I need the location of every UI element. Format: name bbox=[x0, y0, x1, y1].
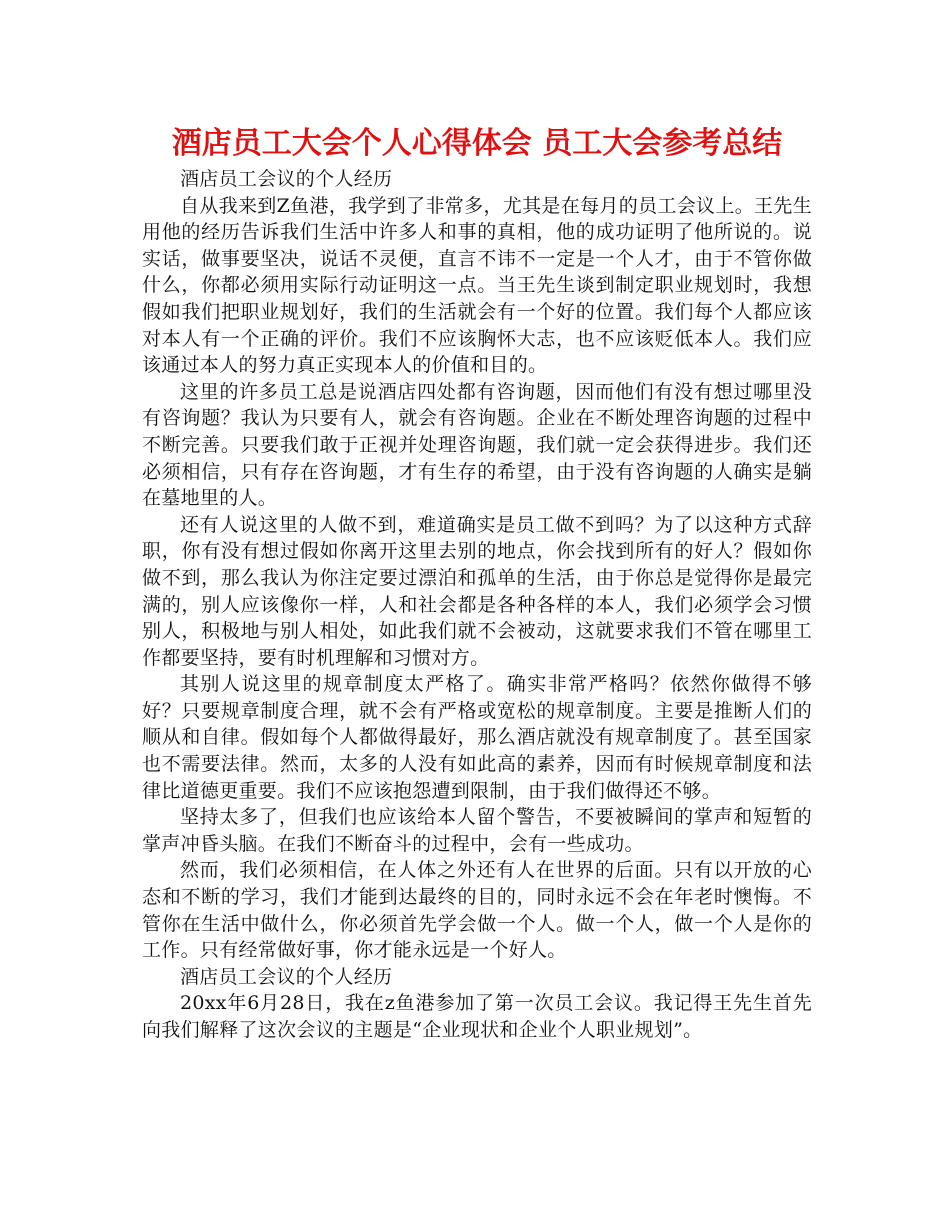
paragraph: 这里的许多员工总是说酒店四处都有咨询题，因而他们有没有想过哪里没有咨询题？我认为只要有人，就会有咨询题。企业在不断处理咨询题的过程中不断完善。只要我们敢于正视并处理咨询题，我们就一定会获得进步。我们还必须相信，只有存在咨询题，才有生存的希望，由于没有咨询题的人确实是躺在墓地里的人。 bbox=[142, 380, 812, 510]
document-page bbox=[142, 122, 812, 1044]
section-heading: 酒店员工会议的个人经历 bbox=[180, 168, 393, 190]
paragraph: 其别人说这里的规章制度太严格了。确实非常严格吗？依然你做得不够好？只要规章制度合理，就不会有严格或宽松的规章制度。主要是推断人们的顺从和自律。假如每个人都做得最好，那么酒店就没有规章制度了。甚至国家也不需要法律。然而，太多的人没有如此高的素养，因而有时候规章制度和法律比道德更重要。我们不应该抱怨遭到限制，由于我们做得还不够。 bbox=[142, 673, 812, 802]
paragraph: 自从我来到Z鱼港，我学到了非常多，尤其是在每月的员工会议上。王先生用他的经历告诉我们生活中许多人和事的真相，他的成功证明了他所说的。说实话，做事要坚决，说话不灵便，直言不讳不一定是一个人才，由于不管你做什么，你都必须用实际行动证明这一点。当王先生谈到制定职业规划时，我想假如我们把职业规划好，我们的生活就会有一个好的位置。我们每个人都应该对本人有一个正确的评价。我们不应该胸怀大志，也不应该贬低本人。我们应该通过本人的努力真正实现本人的价值和目的。 bbox=[142, 194, 812, 377]
section-heading: 酒店员工会议的个人经历 bbox=[180, 965, 393, 988]
paragraph: 还有人说这里的人做不到，难道确实是员工做不到吗？为了以这种方式辞职，你有没有想过假如你离开这里去别的地点，你会找到所有的好人？假如你做不到，那么我认为你注定要过漂泊和孤单的生活，由于你总是觉得你是最完满的，别人应该像你一样，人和社会都是各种各样的本人，我们必须学会习惯别人，积极地与别人相处，如此我们就不会被动，这就要求我们不管在哪里工作都要坚持，要有时机理解和习惯对方。 bbox=[142, 513, 812, 669]
paragraph: 坚持太多了，但我们也应该给本人留个警告，不要被瞬间的掌声和短暂的掌声冲昏头脑。在我们不断奋斗的过程中，会有一些成功。 bbox=[142, 806, 812, 855]
paragraph: 20xx年6月28日，我在z鱼港参加了第一次员工会议。我记得王先生首先向我们解释了这次会议的主题是“企业现状和企业个人职业规划”。 bbox=[142, 992, 812, 1041]
document-title: 酒店员工大会个人心得体会 员工大会参考总结 bbox=[171, 126, 783, 161]
paragraph: 然而，我们必须相信，在人体之外还有人在世界的后面。只有以开放的心态和不断的学习，我们才能到达最终的目的，同时永远不会在年老时懊悔。不管你在生活中做什么，你必须首先学会做一个人。做一个人，做一个人是你的工作。只有经常做好事，你才能永远是一个好人。 bbox=[142, 859, 812, 962]
document-body bbox=[142, 166, 812, 1044]
